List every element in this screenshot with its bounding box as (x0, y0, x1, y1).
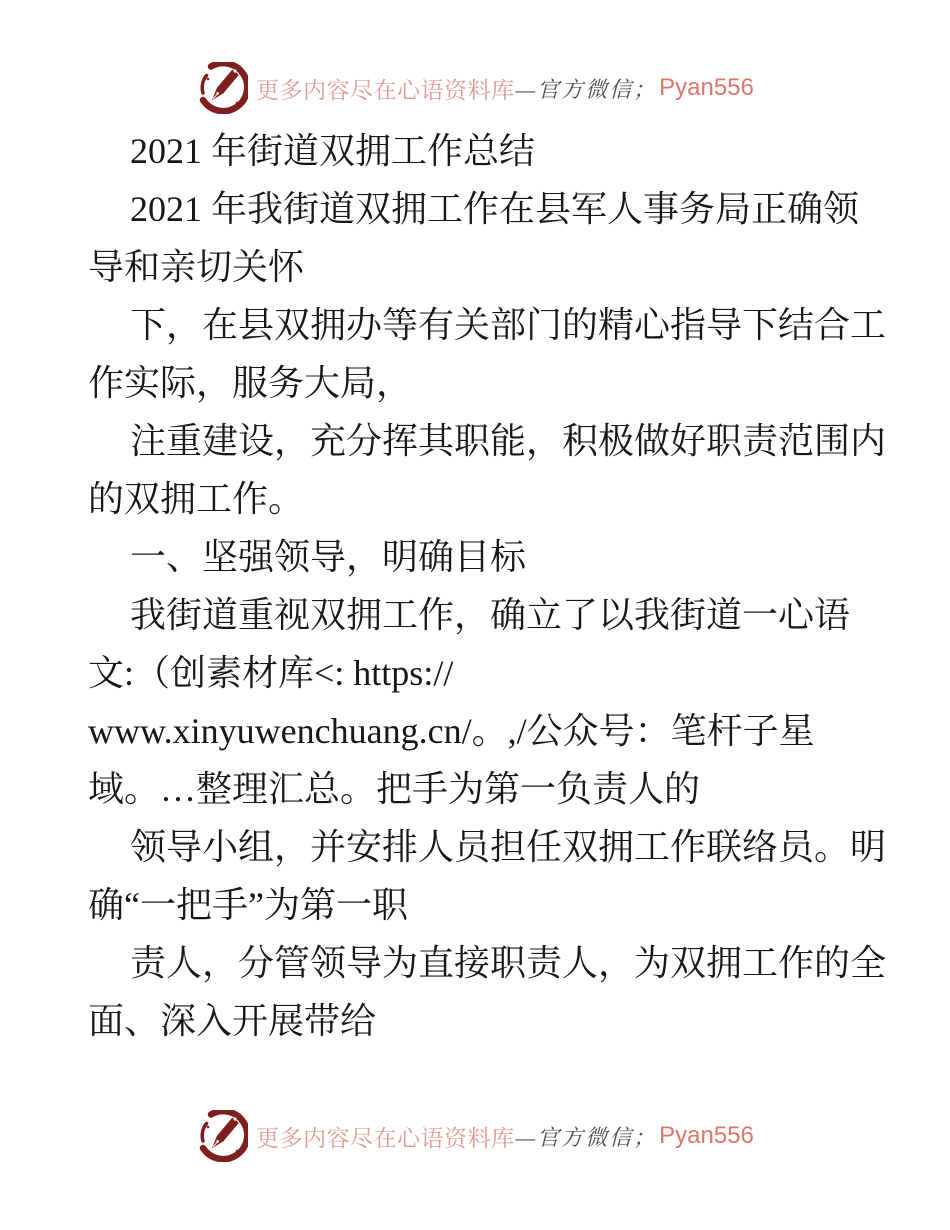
brand-tagline: 更多内容尽在心语资料库 (256, 1125, 515, 1151)
wechat-label: —官方微信； (515, 76, 658, 102)
brand-tagline: 更多内容尽在心语资料库 (256, 77, 515, 103)
doc-line: 注重建设，充分挥其职能，积极做好职责范围内 (130, 421, 887, 461)
doc-line: 域。…整理汇总。把手为第一负责人的 (88, 769, 701, 809)
wechat-id: Pyan556 (659, 74, 754, 101)
doc-line: 领导小组，并安排人员担任双拥工作联络员。明 (130, 827, 887, 867)
doc-section-heading: 一、坚强领导，明确目标 (130, 537, 527, 577)
brand-pen-logo-icon (196, 1110, 248, 1162)
doc-line: 下，在县双拥办等有关部门的精心指导下结合工 (130, 305, 887, 345)
doc-line: 的双拥工作。 (88, 479, 305, 519)
document-body (88, 122, 887, 1050)
doc-line: 责人，分管领导为直接职责人，为双拥工作的全 (130, 943, 887, 983)
doc-title: 2021 年街道双拥工作总结 (130, 131, 536, 171)
header-watermark (0, 62, 950, 114)
doc-line: 作实际，服务大局， (88, 363, 413, 403)
doc-line: 面、深入开展带给 (88, 1001, 377, 1041)
doc-line: 文:（创素材库<: https:// (88, 653, 454, 693)
brand-pen-logo-icon (196, 62, 248, 114)
wechat-label: —官方微信； (515, 1124, 658, 1150)
doc-line: 2021 年我街道双拥工作在县军人事务局正确领 (130, 189, 860, 229)
doc-line: 确“一把手”为第一职 (88, 885, 408, 925)
doc-line: 我街道重视双拥工作，确立了以我街道一心语 (130, 595, 851, 635)
doc-line: 导和亲切关怀 (88, 247, 305, 287)
doc-line-url: www.xinyuwenchuang.cn/。,/公众号：笔杆子星 (88, 711, 815, 751)
wechat-id: Pyan556 (659, 1122, 754, 1149)
footer-watermark (0, 1110, 950, 1162)
